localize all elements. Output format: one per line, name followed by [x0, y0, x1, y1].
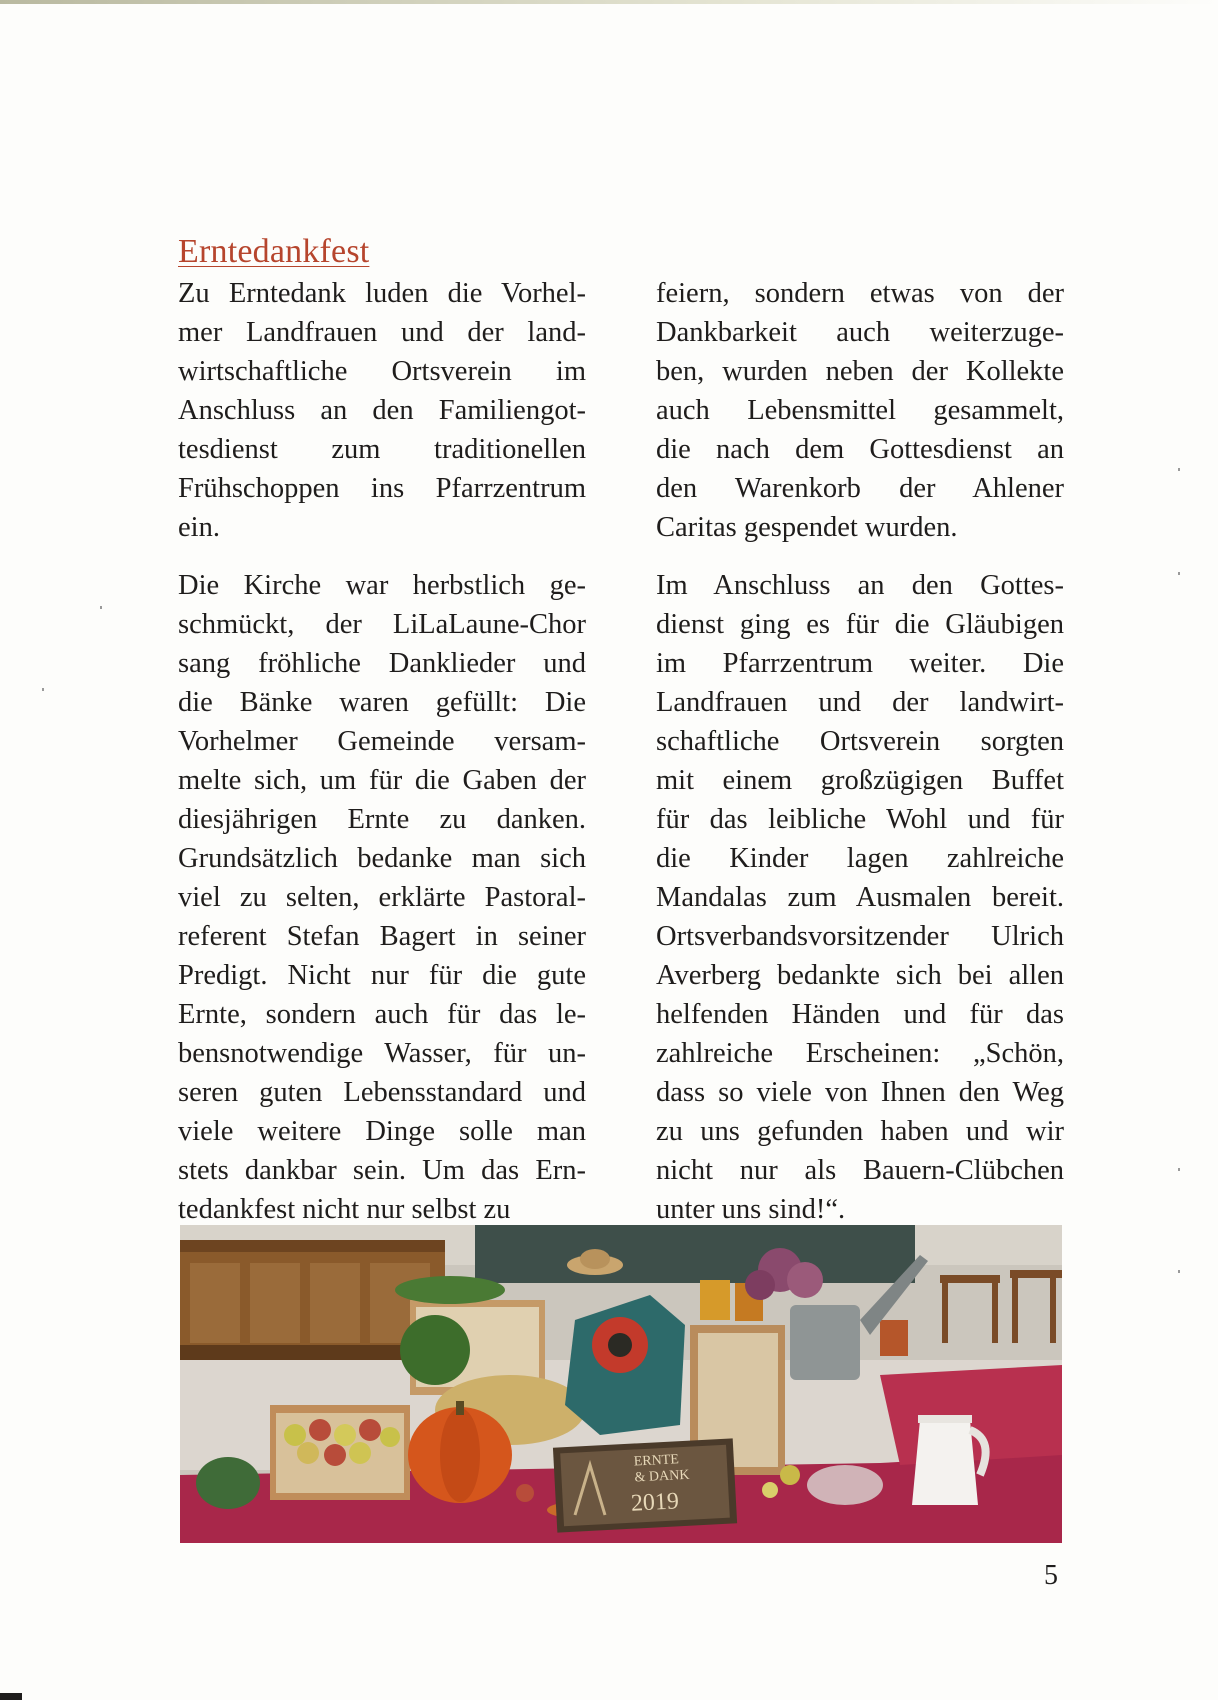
text-line: Mandalas zum Ausmalen bereit.	[656, 882, 1064, 913]
text-line: Predigt. Nicht nur für die gute	[178, 960, 586, 991]
page-number: 5	[1044, 1560, 1058, 1591]
text-line: seren guten Lebensstandard und	[178, 1077, 586, 1108]
sign-text-line1: ERNTE	[633, 1452, 680, 1470]
text-line: die Kinder lagen zahlreiche	[656, 843, 1064, 874]
text-line: tesdienst zum traditionellen	[178, 434, 586, 465]
text-line: zu uns gefunden haben und wir	[656, 1116, 1064, 1147]
paragraph-gap	[656, 547, 1064, 566]
article-column-left	[178, 274, 586, 1229]
text-line: Caritas gespendet wurden.	[656, 512, 958, 543]
scan-speck	[1178, 1270, 1180, 1273]
text-line: Grundsätzlich bedanke man sich	[178, 843, 586, 874]
text-line: zahlreiche Erscheinen: „Schön,	[656, 1038, 1064, 1069]
text-line: mit einem großzügigen Buffet	[656, 765, 1064, 796]
sign-text-line2: & DANK	[634, 1467, 690, 1486]
text-line: den Warenkorb der Ahlener	[656, 473, 1064, 504]
text-line: Im Anschluss an den Gottes-	[656, 570, 1064, 601]
text-line: Averberg bedankte sich bei allen	[656, 960, 1064, 991]
paragraph	[178, 274, 586, 547]
scan-speck	[1178, 468, 1180, 471]
text-line: die Bänke waren gefüllt: Die	[178, 687, 586, 718]
text-line: referent Stefan Bagert in seiner	[178, 921, 586, 952]
scan-corner-mark	[0, 1693, 22, 1700]
text-line: Frühschoppen ins Pfarrzentrum	[178, 473, 586, 504]
lettuce	[400, 1315, 470, 1385]
harvest-altar-illustration	[180, 1225, 1062, 1543]
text-line: stets dankbar sein. Um das Ern-	[178, 1155, 586, 1186]
text-line: wirtschaftliche Ortsverein im	[178, 356, 586, 387]
article-title: Erntedankfest	[178, 233, 370, 270]
text-line: melte sich, um für die Gaben der	[178, 765, 586, 796]
text-line: viel zu selten, erklärte Pastoral-	[178, 882, 586, 913]
scan-speck	[1178, 1168, 1180, 1171]
text-line: schmückt, der LiLaLaune-Chor	[178, 609, 586, 640]
paragraph-gap	[178, 547, 586, 566]
dark-panel	[475, 1225, 915, 1283]
text-line: unter uns sind!“.	[656, 1194, 846, 1225]
text-line: Landfrauen und der landwirt-	[656, 687, 1064, 718]
text-line: dienst ging es für die Gläubigen	[656, 609, 1064, 640]
paragraph	[656, 274, 1064, 547]
text-line: die nach dem Gottesdienst an	[656, 434, 1064, 465]
leafy-greens	[395, 1276, 505, 1304]
text-line: sang fröhliche Danklieder und	[178, 648, 586, 679]
text-line: viele weitere Dinge solle man	[178, 1116, 586, 1147]
paragraph	[178, 566, 586, 1229]
text-line: ben, wurden neben der Kollekte	[656, 356, 1064, 387]
harvest-altar-photo	[180, 1225, 1062, 1543]
harvest-sign	[553, 1438, 737, 1532]
text-line: mer Landfrauen und der land-	[178, 317, 586, 348]
text-line: Ortsverbandsvorsitzender Ulrich	[656, 921, 1064, 952]
text-line: schaftliche Ortsverein sorgten	[656, 726, 1064, 757]
text-line: Vorhelmer Gemeinde versam-	[178, 726, 586, 757]
text-line: Anschluss an den Familiengot-	[178, 395, 586, 426]
text-line: im Pfarrzentrum weiter. Die	[656, 648, 1064, 679]
text-line: tedankfest nicht nur selbst zu	[178, 1194, 511, 1225]
text-line: für das leibliche Wohl und für	[656, 804, 1064, 835]
squash	[196, 1457, 260, 1509]
text-line: bensnotwendige Wasser, für un-	[178, 1038, 586, 1069]
text-line: nicht nur als Bauern-Clübchen	[656, 1155, 1064, 1186]
text-line: ein.	[178, 512, 220, 543]
text-line: helfenden Händen und für das	[656, 999, 1064, 1030]
sign-year: 2019	[630, 1488, 680, 1517]
text-line: Dankbarkeit auch weiterzuge-	[656, 317, 1064, 348]
paragraph	[656, 566, 1064, 1229]
scan-top-edge	[0, 0, 1218, 4]
text-line: Zu Erntedank luden die Vorhel-	[178, 278, 586, 309]
article-column-right	[656, 274, 1064, 1229]
glass-bowl	[807, 1465, 883, 1505]
text-line: diesjährigen Ernte zu danken.	[178, 804, 586, 835]
scan-speck	[100, 606, 102, 609]
text-line: dass so viele von Ihnen den Weg	[656, 1077, 1064, 1108]
text-line: Ernte, sondern auch für das le-	[178, 999, 586, 1030]
scan-speck	[42, 688, 44, 691]
scan-speck	[1178, 572, 1180, 575]
text-line: auch Lebensmittel gesammelt,	[656, 395, 1064, 426]
text-line: feiern, sondern etwas von der	[656, 278, 1064, 309]
text-line: Die Kirche war herbstlich ge-	[178, 570, 586, 601]
